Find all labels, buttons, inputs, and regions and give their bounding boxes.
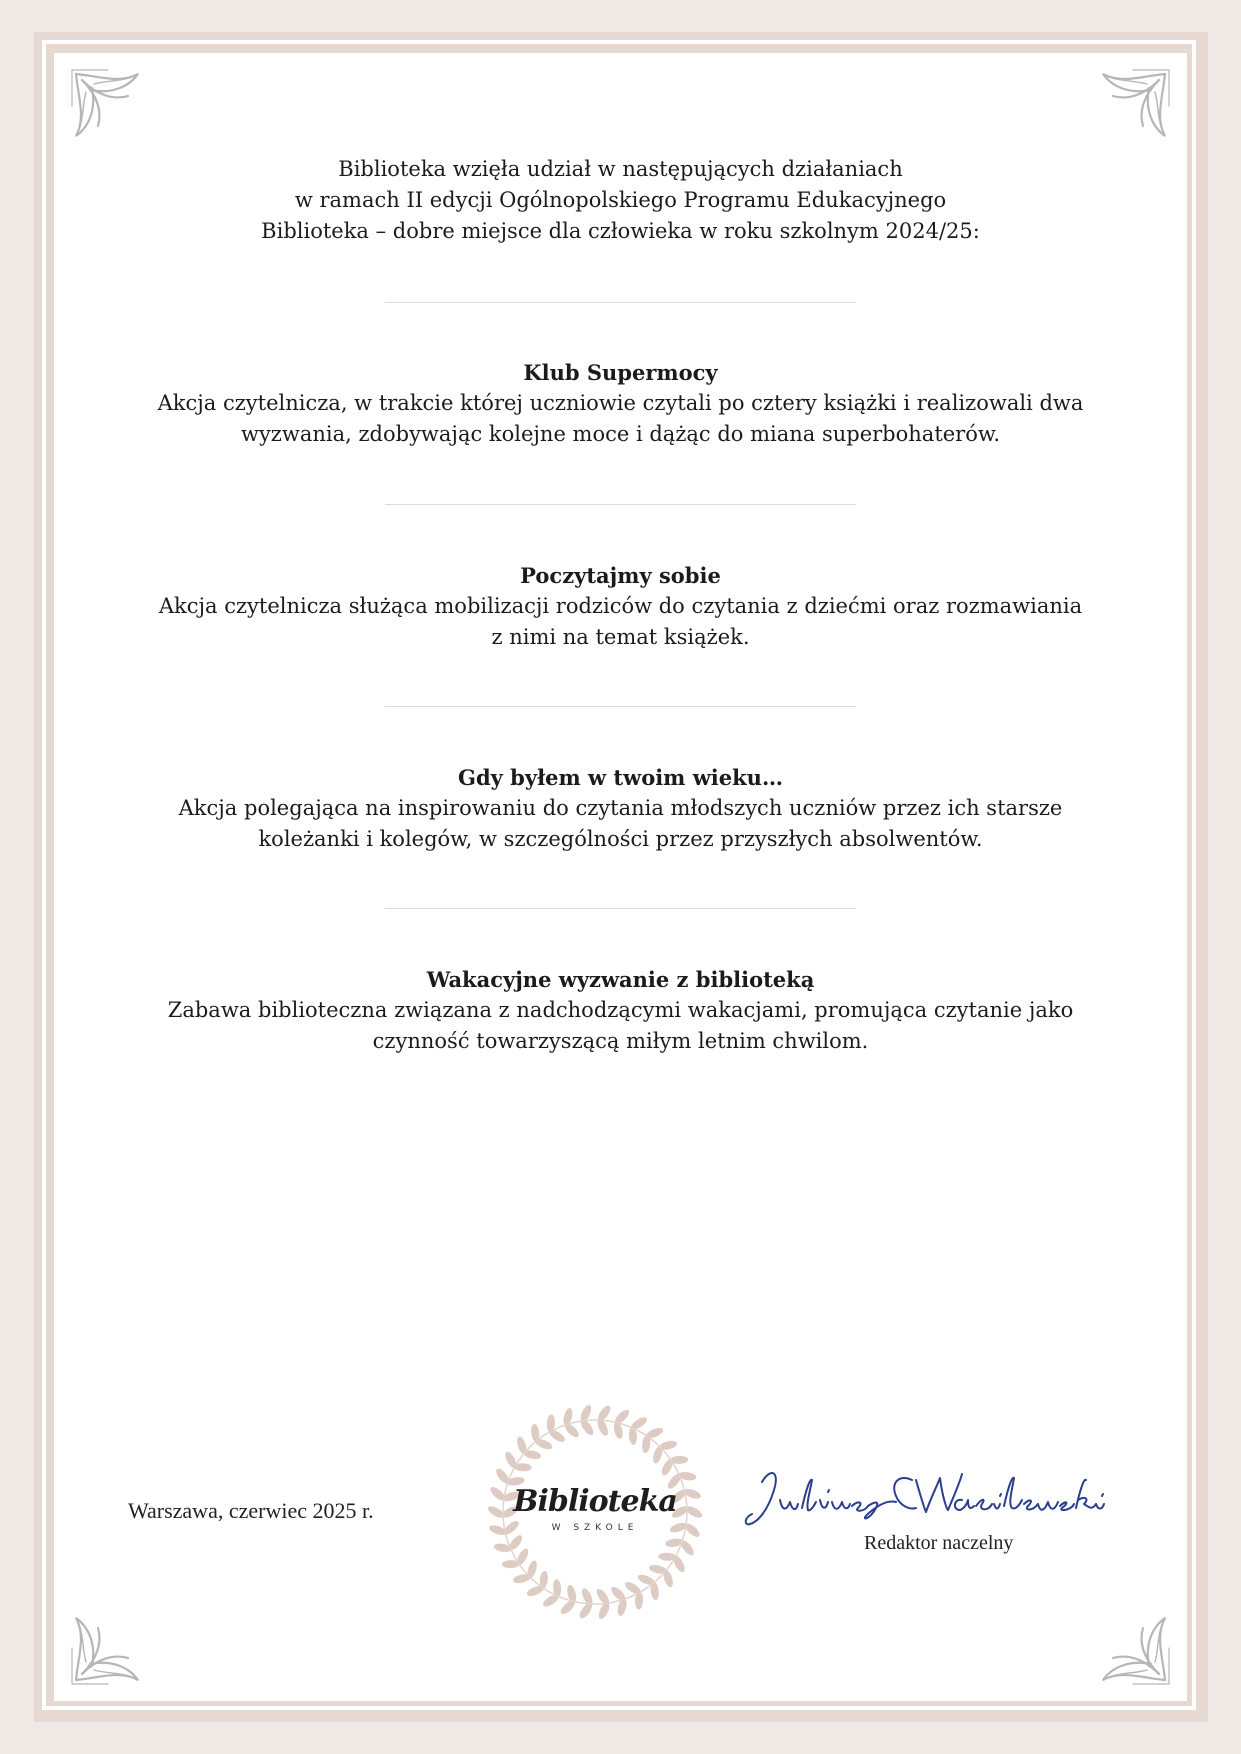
activity-description: Zabawa biblioteczna związana z nadchodzącymi wakacjami, promująca czytanie jako czynność towarzyszącą miłym letnim chwilom. (167, 998, 1074, 1053)
activity-title: Wakacyjne wyzwanie z biblioteką (426, 967, 815, 992)
activity-section (130, 763, 1111, 855)
section-divider (385, 706, 856, 707)
section-divider (385, 302, 856, 303)
signatory-role: Redaktor naczelny (864, 1532, 1014, 1554)
intro-line: w ramach II edycji Ogólnopolskiego Programu Edukacyjnego (294, 188, 947, 212)
intro-line: Biblioteka wzięła udział w następujących działaniach (338, 157, 903, 181)
library-seal-logo (485, 1402, 705, 1622)
activity-section (130, 561, 1111, 653)
intro-text (130, 154, 1111, 247)
activity-description: Akcja czytelnicza służąca mobilizacji rodziców do czytania z dziećmi oraz rozmawiania z nimi na temat książek. (158, 594, 1083, 649)
section-divider (385, 908, 856, 909)
activity-title: Klub Supermocy (523, 360, 718, 385)
place-and-date: Warszawa, czerwiec 2025 r. (128, 1498, 374, 1523)
section-divider (385, 504, 856, 505)
corner-ornament-icon (68, 1588, 168, 1688)
activity-description: Akcja czytelnicza, w trakcie której uczniowie czytali po cztery książki i realizowali dwa wyzwania, zdobywając kolejne moce i dążąc do miana superbohaterów. (157, 391, 1084, 446)
activity-title: Gdy byłem w twoim wieku… (458, 765, 783, 790)
signature-image (740, 1460, 1110, 1540)
corner-ornament-icon (68, 66, 168, 166)
seal-title: Biblioteka (513, 1484, 677, 1519)
corner-ornament-icon (1073, 66, 1173, 166)
activity-description: Akcja polegająca na inspirowaniu do czytania młodszych uczniów przez ich starsze koleżanki i kolegów, w szczególności przez przyszłych absolwentów. (178, 796, 1063, 851)
activity-title: Poczytajmy sobie (520, 563, 721, 588)
corner-ornament-icon (1073, 1588, 1173, 1688)
seal-subtitle: W SZKOLE (551, 1523, 639, 1533)
activity-section (130, 965, 1111, 1057)
intro-line: Biblioteka – dobre miejsce dla człowieka w roku szkolnym 2024/25: (261, 219, 980, 243)
activity-section (130, 358, 1111, 450)
